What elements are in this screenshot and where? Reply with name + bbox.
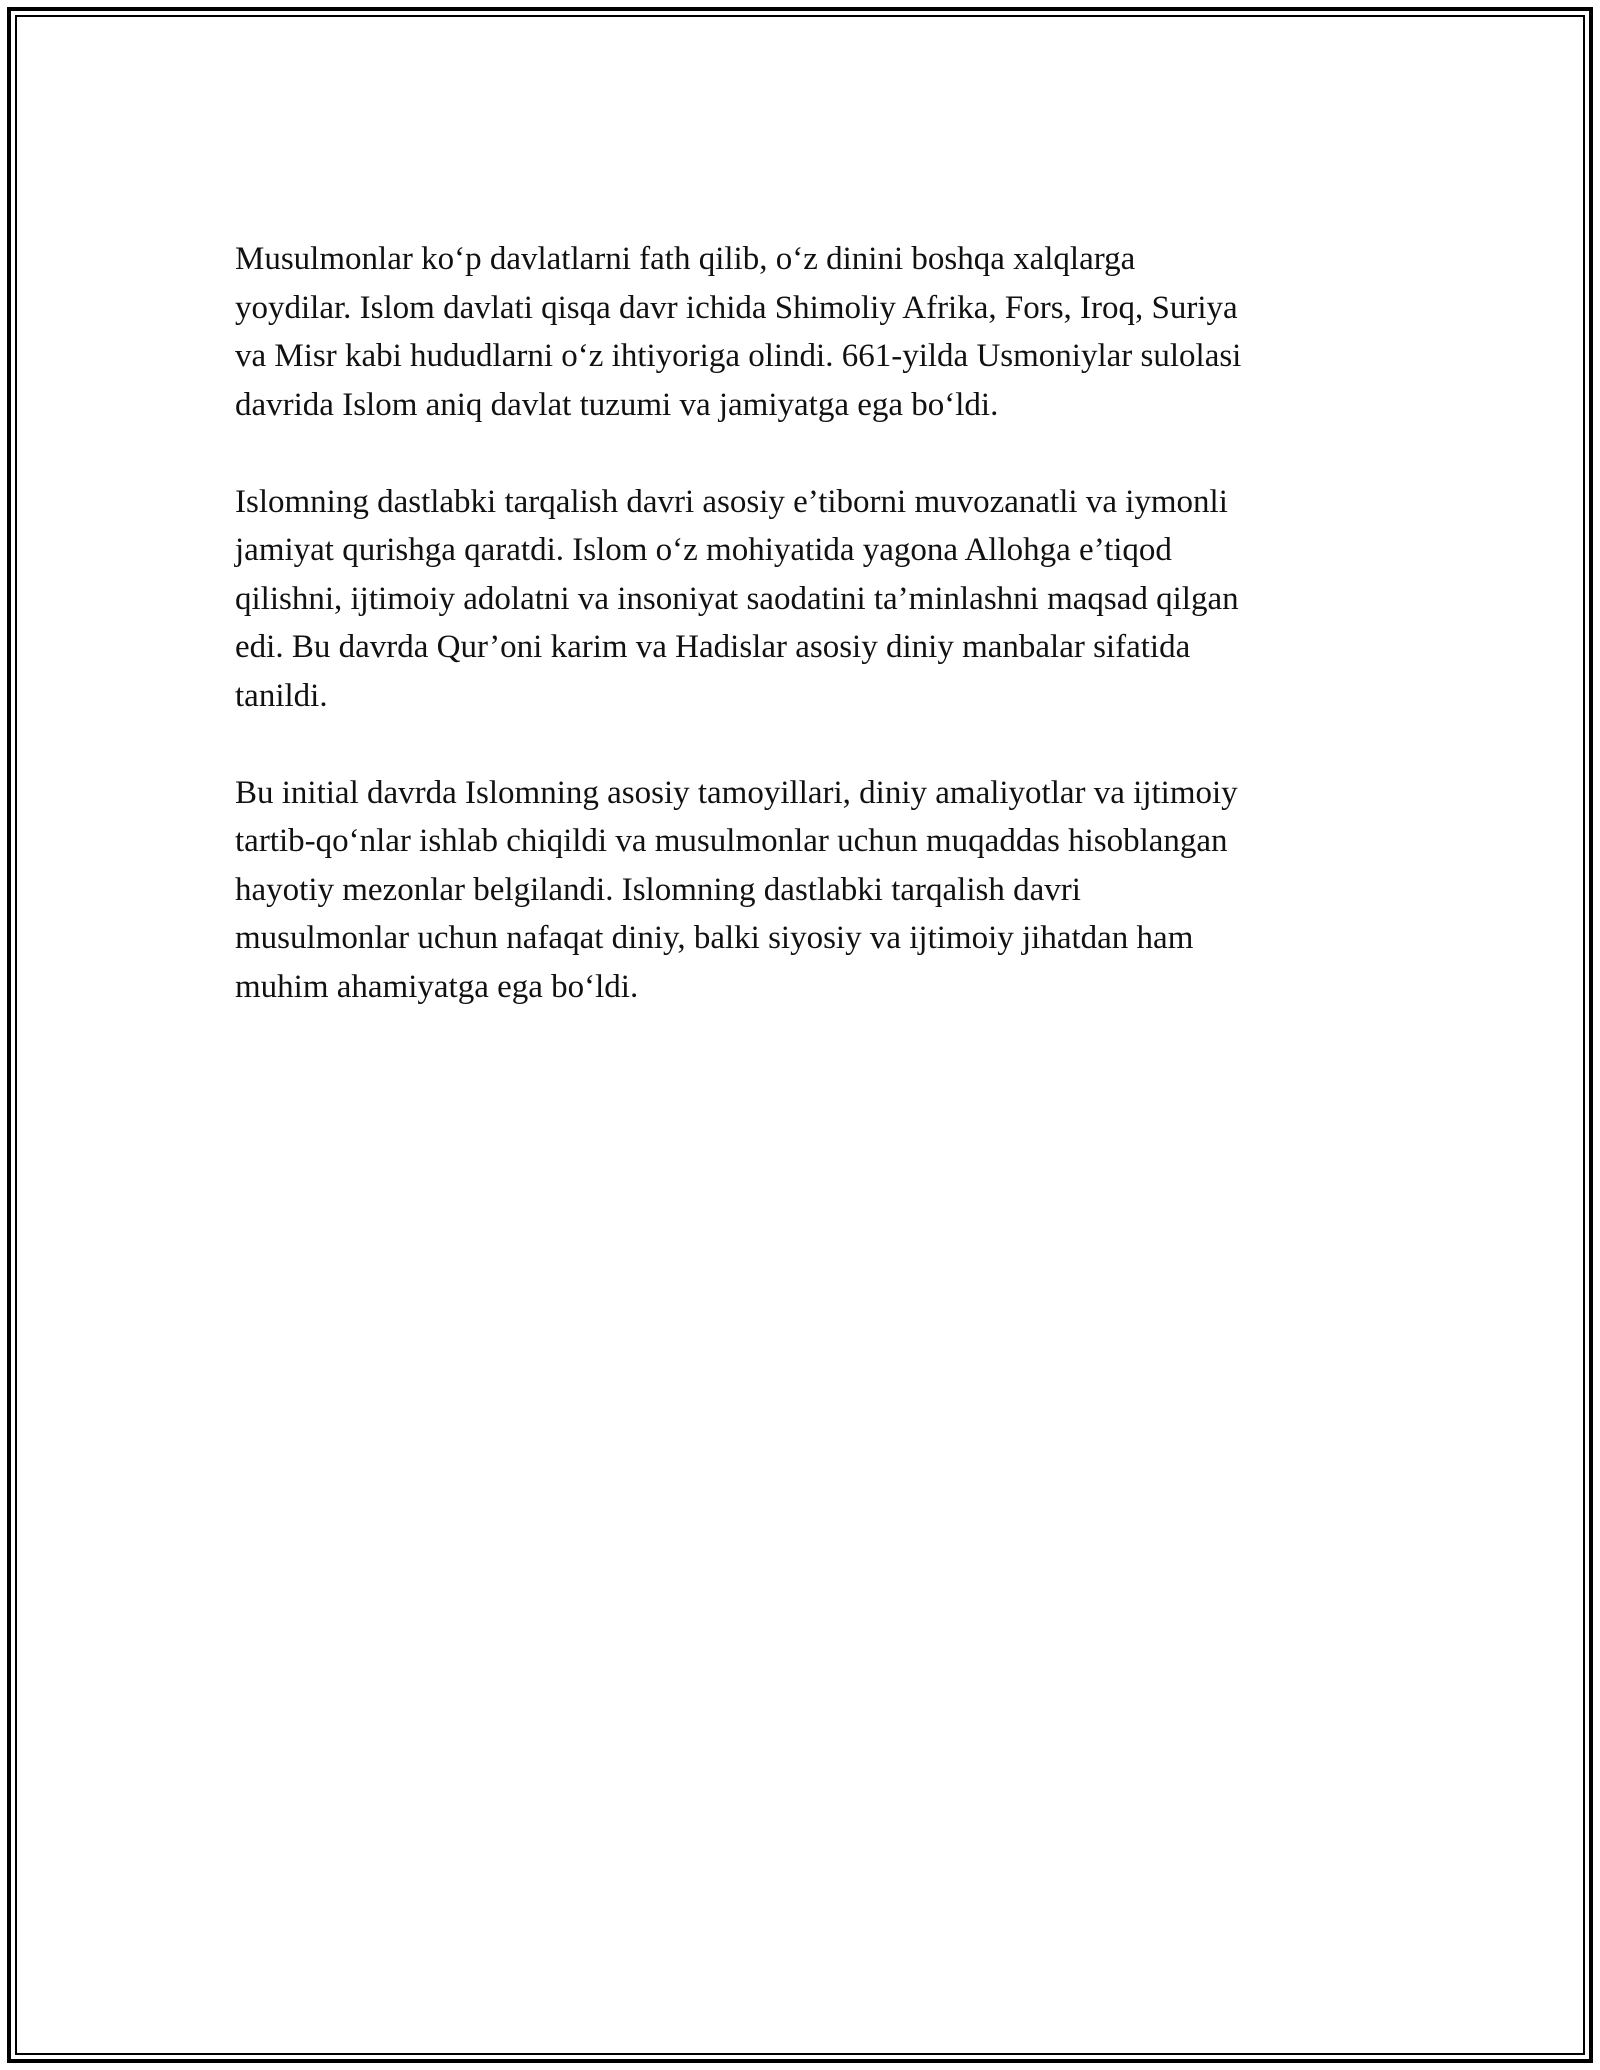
text-line: davrida Islom aniq davlat tuzumi va jamiyatga ega bo‘ldi. bbox=[235, 386, 999, 423]
text-line: qilishni, ijtimoiy adolatni va insoniyat saodatini ta’minlashni maqsad qilgan bbox=[235, 580, 1239, 617]
text-line: Islomning dastlabki tarqalish davri asosiy e’tiborni muvozanatli va iymonli bbox=[235, 483, 1228, 520]
text-line: hayotiy mezonlar belgilandi. Islomning dastlabki tarqalish davri bbox=[235, 871, 1081, 908]
document-body bbox=[235, 235, 1365, 1060]
text-line: muhim ahamiyatga ega bo‘ldi. bbox=[235, 968, 639, 1005]
text-line: jamiyat qurishga qaratdi. Islom o‘z mohiyatida yagona Allohga e’tiqod bbox=[235, 532, 1172, 568]
paragraph-3 bbox=[235, 769, 1365, 1012]
text-line: tanildi. bbox=[235, 677, 328, 714]
text-line: Musulmonlar ko‘p davlatlarni fath qilib, o‘z dinini boshqa xalqlarga bbox=[235, 241, 1136, 277]
text-line: Bu initial davrda Islomning asosiy tamoyillari, diniy amaliyotlar va ijtimoiy bbox=[235, 774, 1238, 811]
text-line: yoydilar. Islom davlati qisqa davr ichida Shimoliy Afrika, Fors, Iroq, Suriya bbox=[235, 289, 1238, 326]
text-line: va Misr kabi hududlarni o‘z ihtiyoriga olindi. 661-yilda Usmoniylar sulolasi bbox=[235, 338, 1242, 374]
text-line: musulmonlar uchun nafaqat diniy, balki siyosiy va ijtimoiy jihatdan ham bbox=[235, 920, 1194, 956]
paragraph-1 bbox=[235, 235, 1365, 429]
text-line: edi. Bu davrda Qur’oni karim va Hadislar asosiy diniy manbalar sifatida bbox=[235, 629, 1191, 665]
text-line: tartib-qo‘nlar ishlab chiqildi va musulmonlar uchun muqaddas hisoblangan bbox=[235, 823, 1228, 859]
paragraph-2 bbox=[235, 478, 1365, 721]
